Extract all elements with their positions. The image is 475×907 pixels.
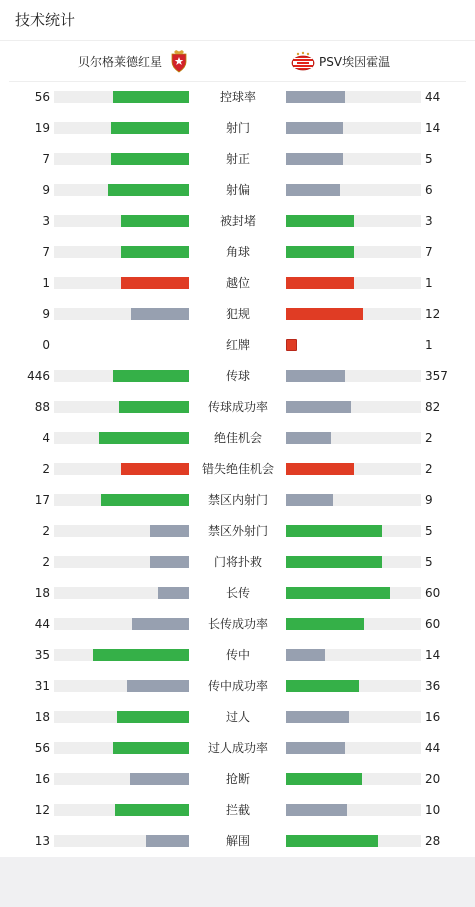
stat-label: 禁区内射门 [207, 493, 268, 507]
stat-label: 越位 [225, 276, 250, 290]
stat-row [0, 82, 475, 113]
away-stat-value: 5 [425, 152, 433, 166]
away-stat-bar-fill [286, 122, 343, 134]
home-stat-bar-fill [146, 835, 189, 847]
home-stat-bar [54, 525, 189, 537]
stat-label: 解围 [225, 834, 250, 848]
away-stat-bar [286, 215, 421, 227]
away-stat-value: 16 [425, 710, 441, 724]
stat-row [0, 330, 475, 361]
stat-label: 射门 [225, 121, 250, 135]
home-stat-value: 9 [42, 183, 50, 197]
away-stat-bar [286, 742, 421, 754]
away-stat-value: 7 [425, 245, 433, 259]
away-stat-bar-fill [286, 618, 364, 630]
home-stat-bar-fill [119, 401, 189, 413]
home-stat-bar-fill [111, 122, 189, 134]
stat-row [0, 299, 475, 330]
stat-label: 射偏 [225, 183, 250, 197]
stat-row [0, 578, 475, 609]
home-stat-value: 31 [34, 679, 50, 693]
away-stat-value: 5 [425, 524, 433, 538]
stat-label: 禁区外射门 [207, 524, 268, 538]
home-stat-bar [54, 711, 189, 723]
home-stat-bar-fill [150, 525, 189, 537]
away-stat-bar [286, 525, 421, 537]
away-stat-bar-fill [286, 587, 390, 599]
stat-label: 被封堵 [219, 214, 256, 228]
away-stat-bar [286, 804, 421, 816]
home-stat-bar-fill [121, 277, 189, 289]
home-stat-bar [54, 804, 189, 816]
stat-label: 传球成功率 [207, 400, 268, 414]
away-stat-value: 20 [425, 772, 441, 786]
away-stat-bar [286, 153, 421, 165]
stats-list [0, 82, 475, 857]
home-team[interactable] [78, 41, 188, 81]
home-stat-bar-fill [121, 463, 189, 475]
away-stat-bar-fill [286, 91, 345, 103]
away-stat-value: 10 [425, 803, 441, 817]
stat-row [0, 113, 475, 144]
red-star-crest-icon [170, 49, 188, 73]
home-stat-bar [54, 649, 189, 661]
stat-row [0, 237, 475, 268]
away-stat-value: 1 [425, 338, 433, 352]
stat-label: 拦截 [225, 803, 250, 817]
away-stat-bar-fill [286, 742, 345, 754]
away-stat-value: 14 [425, 121, 441, 135]
stat-label: 过人成功率 [207, 741, 268, 755]
away-stat-value: 357 [425, 369, 448, 383]
away-stat-bar [286, 339, 421, 351]
home-stat-bar [54, 277, 189, 289]
home-stat-bar-fill [150, 556, 189, 568]
away-stat-value: 44 [425, 741, 441, 755]
away-stat-bar [286, 370, 421, 382]
home-stat-bar-fill [131, 308, 189, 320]
stat-row [0, 702, 475, 733]
stat-label: 传中 [225, 648, 250, 662]
home-stat-bar-fill [121, 246, 189, 258]
away-team-name: PSV埃因霍温 [319, 54, 391, 69]
home-stat-value: 44 [34, 617, 50, 631]
stat-row [0, 764, 475, 795]
home-stat-value: 9 [42, 307, 50, 321]
away-stat-value: 12 [425, 307, 441, 321]
home-stat-value: 19 [34, 121, 50, 135]
home-stat-bar-fill [101, 494, 189, 506]
home-stat-value: 3 [42, 214, 50, 228]
home-stat-bar [54, 556, 189, 568]
away-stat-bar-fill [286, 773, 362, 785]
away-stat-bar [286, 122, 421, 134]
home-stat-value: 56 [34, 741, 50, 755]
away-stat-bar [286, 711, 421, 723]
home-stat-bar [54, 308, 189, 320]
away-stat-bar-fill [286, 246, 354, 258]
stat-label: 传球 [225, 369, 250, 383]
stat-row [0, 423, 475, 454]
home-stat-bar-fill [132, 618, 189, 630]
stat-row [0, 609, 475, 640]
stat-row [0, 392, 475, 423]
home-stat-bar [54, 680, 189, 692]
stat-label: 门将扑救 [213, 555, 262, 569]
away-stat-value: 60 [425, 617, 441, 631]
away-stat-bar-fill [286, 711, 349, 723]
away-stat-bar-fill [286, 432, 331, 444]
home-stat-value: 18 [34, 710, 50, 724]
away-stat-value: 5 [425, 555, 433, 569]
stat-label: 绝佳机会 [213, 431, 262, 445]
stat-label: 犯规 [225, 307, 250, 321]
away-stat-value: 1 [425, 276, 433, 290]
away-stat-bar [286, 401, 421, 413]
home-stat-bar [54, 339, 189, 351]
away-stat-value: 14 [425, 648, 441, 662]
home-stat-bar [54, 618, 189, 630]
home-stat-value: 7 [42, 152, 50, 166]
stat-row [0, 640, 475, 671]
home-stat-bar-fill [113, 91, 189, 103]
home-stat-value: 17 [34, 493, 50, 507]
stat-label: 过人 [225, 710, 250, 724]
away-stat-value: 3 [425, 214, 433, 228]
home-stat-bar-fill [93, 649, 189, 661]
stat-row [0, 361, 475, 392]
away-stat-bar-fill [286, 153, 343, 165]
home-stat-bar-fill [99, 432, 189, 444]
home-stat-value: 1 [42, 276, 50, 290]
away-stat-bar [286, 587, 421, 599]
stat-row [0, 454, 475, 485]
away-stat-bar-fill [286, 184, 340, 196]
teams-header [9, 41, 466, 82]
home-stat-bar [54, 587, 189, 599]
home-stat-bar-fill [121, 215, 189, 227]
away-stat-bar-fill [286, 649, 325, 661]
away-stat-bar [286, 277, 421, 289]
home-stat-bar [54, 153, 189, 165]
home-stat-value: 18 [34, 586, 50, 600]
home-stat-bar-fill [127, 680, 189, 692]
home-stat-bar [54, 246, 189, 258]
away-stat-value: 44 [425, 90, 441, 104]
away-stat-value: 6 [425, 183, 433, 197]
stat-label: 控球率 [219, 90, 256, 104]
home-stat-bar [54, 773, 189, 785]
home-stat-bar-fill [115, 804, 189, 816]
away-stat-bar [286, 246, 421, 258]
home-stat-value: 13 [34, 834, 50, 848]
home-stat-value: 7 [42, 245, 50, 259]
stat-label: 传中成功率 [207, 679, 268, 693]
stat-row [0, 144, 475, 175]
away-stat-bar-fill [286, 277, 354, 289]
home-stat-bar [54, 215, 189, 227]
home-stat-bar-fill [113, 370, 189, 382]
away-stat-bar-fill [286, 215, 354, 227]
stat-row [0, 547, 475, 578]
away-stat-value: 2 [425, 462, 433, 476]
home-stat-bar [54, 432, 189, 444]
stat-row [0, 206, 475, 237]
home-stat-bar [54, 91, 189, 103]
away-stat-bar [286, 835, 421, 847]
stat-row [0, 268, 475, 299]
away-stat-bar [286, 432, 421, 444]
stat-label: 错失绝佳机会 [201, 462, 274, 476]
away-team[interactable] [291, 41, 390, 81]
home-stat-value: 0 [42, 338, 50, 352]
away-stat-bar [286, 773, 421, 785]
away-stat-bar [286, 494, 421, 506]
home-stat-value: 88 [34, 400, 50, 414]
home-stat-bar [54, 742, 189, 754]
home-stat-value: 4 [42, 431, 50, 445]
home-stat-bar-fill [130, 773, 189, 785]
stat-label: 射正 [225, 152, 250, 166]
stat-row [0, 671, 475, 702]
home-stat-bar [54, 835, 189, 847]
stat-label: 抢断 [225, 772, 250, 786]
psv-crest-icon [291, 51, 315, 71]
away-stat-bar [286, 463, 421, 475]
stat-row [0, 733, 475, 764]
home-stat-value: 2 [42, 524, 50, 538]
away-stat-bar [286, 308, 421, 320]
home-stat-value: 2 [42, 555, 50, 569]
stat-label: 角球 [225, 245, 250, 259]
away-stat-value: 60 [425, 586, 441, 600]
home-team-name: 贝尔格莱德红星 [78, 54, 163, 69]
away-stat-bar [286, 184, 421, 196]
away-stat-bar-fill [286, 680, 359, 692]
home-stat-bar [54, 184, 189, 196]
away-stat-bar [286, 556, 421, 568]
away-stat-bar-fill [286, 401, 351, 413]
away-stat-value: 2 [425, 431, 433, 445]
home-stat-bar [54, 370, 189, 382]
home-stat-bar-fill [117, 711, 189, 723]
home-stat-bar [54, 494, 189, 506]
away-stat-bar-fill [286, 556, 382, 568]
stat-label: 红牌 [225, 338, 250, 352]
away-stat-bar-fill [286, 308, 363, 320]
home-stat-value: 16 [34, 772, 50, 786]
away-stat-bar-fill [286, 339, 297, 351]
stat-row [0, 175, 475, 206]
away-stat-bar-fill [286, 370, 345, 382]
away-stat-bar-fill [286, 494, 333, 506]
stat-row [0, 516, 475, 547]
away-stat-value: 28 [425, 834, 441, 848]
home-stat-value: 56 [34, 90, 50, 104]
away-stat-value: 9 [425, 493, 433, 507]
away-stat-value: 36 [425, 679, 441, 693]
home-stat-bar [54, 463, 189, 475]
stat-label: 长传成功率 [207, 617, 268, 631]
away-stat-bar-fill [286, 835, 378, 847]
away-stat-bar-fill [286, 525, 382, 537]
away-stat-bar [286, 680, 421, 692]
stat-label: 长传 [225, 586, 250, 600]
away-stat-value: 82 [425, 400, 441, 414]
away-stat-bar [286, 618, 421, 630]
stat-row [0, 795, 475, 826]
home-stat-value: 446 [27, 369, 50, 383]
away-stat-bar [286, 649, 421, 661]
stat-row [0, 826, 475, 857]
away-stat-bar-fill [286, 804, 347, 816]
home-stat-bar-fill [113, 742, 189, 754]
home-stat-bar-fill [158, 587, 189, 599]
away-stat-bar [286, 91, 421, 103]
home-stat-value: 35 [34, 648, 50, 662]
home-stat-bar [54, 401, 189, 413]
away-stat-bar-fill [286, 463, 354, 475]
page-title: 技术统计 [0, 0, 475, 41]
home-stat-bar [54, 122, 189, 134]
stat-row [0, 485, 475, 516]
home-stat-bar-fill [108, 184, 189, 196]
home-stat-bar-fill [111, 153, 189, 165]
home-stat-value: 2 [42, 462, 50, 476]
home-stat-value: 12 [34, 803, 50, 817]
